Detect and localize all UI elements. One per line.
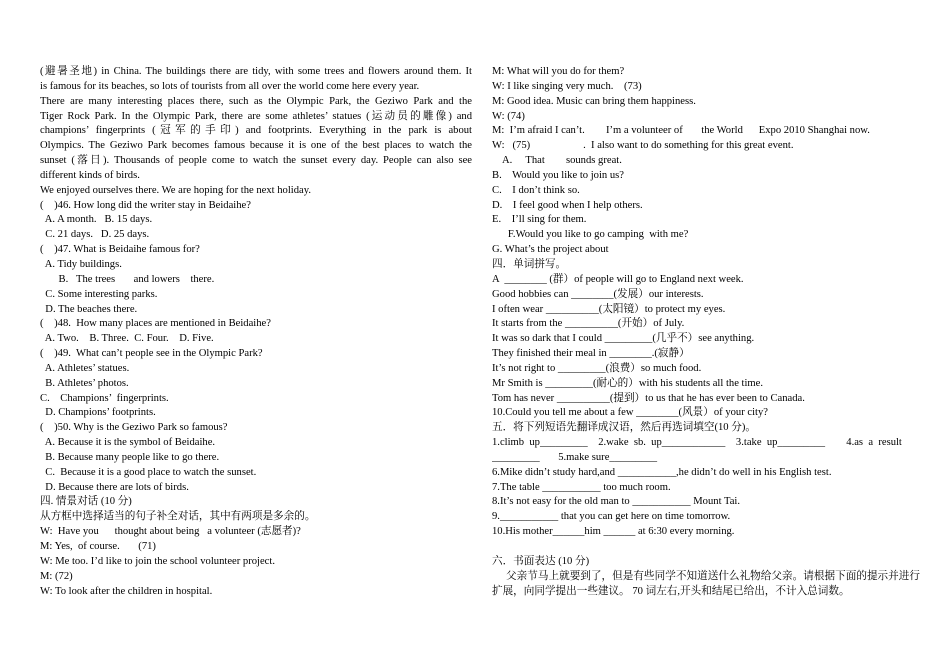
phrase-item: 9.___________ that you can get here on time tomorrow. (492, 511, 731, 523)
spelling-section (492, 258, 920, 421)
spelling-item: 10.Could you tell me about a few ________(风景）of your city? (492, 407, 768, 419)
question-line: ( )48. How many places are mentioned in Beidaihe? (40, 318, 271, 330)
spelling-item: Mr Smith is _________(耐心的）with his students all the time. (492, 377, 764, 389)
passage-line: champions’ fingerprints (冠军的手印) and footprints. Everything in the park is about (40, 125, 472, 137)
dialogue-line: M: I’m afraid I can’t. I’m a volunteer of the World Expo 2010 Shanghai now. (492, 125, 870, 137)
question-line: B. The trees and lowers there. (40, 273, 215, 285)
section-heading: 五．将下列短语先翻译成汉语，然后再选词填空(10 分)。 (492, 422, 756, 434)
spelling-item: They finished their meal in ________.(寂静） (492, 348, 690, 360)
dialogue-line: M: What will you do for them? (492, 66, 625, 77)
section-heading: 四．单词拼写。 (492, 258, 567, 270)
dialogue-line: W: Have you thought about being a volunteer (志愿者)? (40, 526, 301, 538)
spacer (492, 540, 920, 555)
section-heading: 六．书面表达 (10 分) (492, 555, 590, 567)
passage-line: There are many interesting places there, such as the Olympic Park, the Geziwo Park and the (40, 95, 472, 107)
phrase-item: 1.climb up_________ 2.wake sb. up____________ 3.take up_________ 4.as a result (492, 437, 902, 449)
question-line: A. Athletes’ statues. (40, 362, 130, 374)
option-line: F.Would you like to go camping with me? (492, 229, 689, 241)
dialogue-line: M: Good idea. Music can bring them happiness. (492, 95, 696, 107)
question-line: C. Some interesting parks. (40, 288, 158, 300)
question-line: A. Because it is the symbol of Beidaihe. (40, 437, 216, 449)
phrase-item: 7.The table ___________ too much room. (492, 481, 671, 493)
passage-line: (避暑圣地) in China. The buildings there are tidy, with some trees and flowers around them. It (40, 66, 472, 77)
question-line: ( )50. Why is the Geziwo Park so famous? (40, 422, 228, 434)
question-line: ( )46. How long did the writer stay in Beidaihe? (40, 199, 251, 211)
dialogue-line: M: Yes, of course. (71) (40, 541, 156, 552)
question-line: D. Because there are lots of birds. (40, 481, 189, 493)
writing-prompt: 父亲节马上就要到了，但是有些同学不知道送什么礼物给父亲。请根据下面的提示并进行扩展，向同学提出一些建议。 70 词左右,开头和结尾已给出，不计入总词数。 (492, 570, 920, 597)
spelling-item: Tom has never __________(提到）to us that he has ever been to Canada. (492, 392, 805, 404)
option-line: G. What’s the project about (492, 244, 609, 256)
spelling-item: Good hobbies can ________(发展）our interests. (492, 288, 704, 300)
phrase-item: 8.It’s not easy for the old man to ___________ Mount Tai. (492, 496, 740, 508)
dialogue-line: W: I like singing very much. (73) (492, 80, 642, 92)
passage-line: We enjoyed ourselves there. We are hoping for the next holiday. (40, 184, 311, 196)
question-line: B. Athletes’ photos. (40, 377, 129, 389)
passage-line: sunset (落日). Thousands of people come to watch the sunset every day. People can also see (40, 155, 472, 167)
spelling-item: It was so dark that I could _________(几乎不）see anything. (492, 333, 755, 345)
reading-questions (40, 199, 472, 496)
question-line: ( )47. What is Beidaihe famous for? (40, 244, 200, 256)
question-line: ( )49. What can’t people see in the Olympic Park? (40, 348, 263, 360)
passage-line: Tiger Rock Park. In the Olympic Park, there are some athletes’ statues (运动员的雕像) and (40, 110, 472, 122)
reading-passage (40, 65, 472, 199)
question-line: B. Because many people like to go there. (40, 451, 220, 463)
spelling-item: It’s not right to _________(浪费）so much food. (492, 362, 702, 374)
spelling-item: A ________ (群）of people will go to England next week. (492, 273, 744, 285)
passage-line: Olympics. The Geziwo Park becomes famous because it is one of the best places to watch the (40, 140, 472, 152)
instruction-line: 从方框中选择适当的句子补全对话，其中有两项是多余的。 (40, 511, 316, 523)
phrase-item: 10.His mother______him ______ at 6:30 every morning. (492, 526, 735, 538)
question-line: D. The beaches there. (40, 303, 138, 315)
section-heading: 四. 情景对话 (10 分) (40, 496, 132, 508)
dialogue-line: W: (74) (492, 110, 525, 122)
phrase-item: _________ 5.make sure_________ (492, 451, 658, 463)
passage-line: is famous for its beaches, so lots of tourists from all over the world come here every year. (40, 80, 420, 92)
phrase-item: 6.Mike didn’t study hard,and ___________,he didn’t do well in his English test. (492, 466, 832, 478)
question-line: C. Because it is a good place to watch the sunset. (40, 466, 257, 478)
spelling-item: I often wear __________(太阳镜）to protect my eyes. (492, 303, 726, 315)
question-line: D. Champions’ footprints. (40, 407, 156, 419)
spelling-item: It starts from the __________(开始）of July. (492, 318, 685, 330)
option-line: C. I don’t think so. (492, 184, 580, 196)
dialogue-line: W: To look after the children in hospital. (40, 585, 213, 597)
question-line: A. Tidy buildings. (40, 258, 122, 270)
left-column (40, 65, 472, 599)
dialogue-line: M: (72) (40, 570, 73, 582)
option-line: E. I’ll sing for them. (492, 214, 587, 226)
passage-line: different kinds of birds. (40, 169, 140, 181)
dialogue-line: W: (75) . I also want to do something for this great event. (492, 140, 794, 152)
dialogue-continued (492, 65, 920, 258)
dialogue-section (40, 495, 472, 599)
question-line: C. Champions’ fingerprints. (40, 392, 169, 404)
question-line: A. A month. B. 15 days. (40, 214, 153, 226)
question-line: A. Two. B. Three. C. Four. D. Five. (40, 333, 214, 345)
writing-section (492, 555, 920, 600)
phrase-section (492, 421, 920, 540)
option-line: B. Would you like to join us? (492, 169, 624, 181)
dialogue-line: W: Me too. I’d like to join the school volunteer project. (40, 555, 275, 567)
option-line: D. I feel good when I help others. (492, 199, 643, 211)
option-line: A. That sounds great. (492, 155, 622, 167)
right-column (492, 65, 920, 599)
question-line: C. 21 days. D. 25 days. (40, 229, 150, 241)
